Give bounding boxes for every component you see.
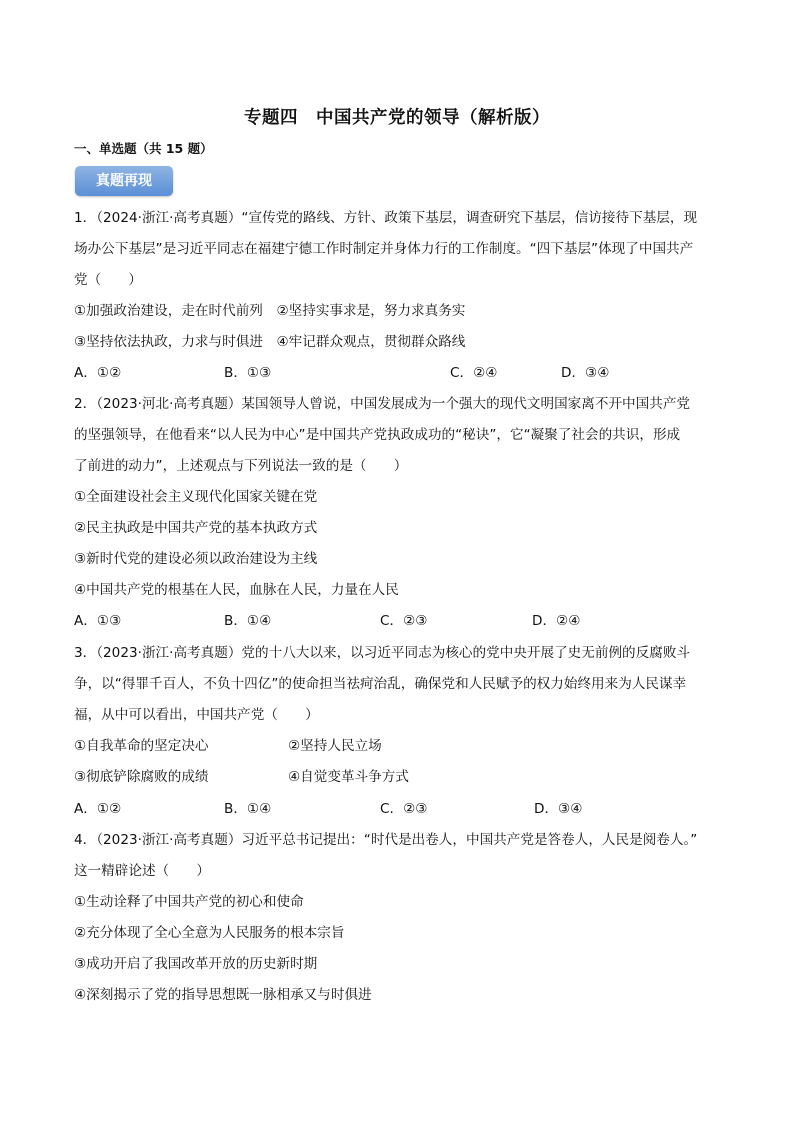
q2-option-a: A．①③ [74, 613, 122, 629]
q1-option-a: A．①② [74, 365, 122, 381]
q1-stem-line-3: 党（ ） [74, 272, 142, 288]
q4-choice-3: ③成功开启了我国改革开放的历史新时期 [74, 956, 318, 972]
q2-choice-4: ④中国共产党的根基在人民，血脉在人民，力量在人民 [74, 582, 399, 598]
q1-stem-line-1: 1．（2024·浙江·高考真题）“宣传党的路线、方针、政策下基层，调查研究下基层，信访接待下基层，现 [74, 210, 698, 226]
q4-choice-2: ②充分体现了全心全意为人民服务的根本宗旨 [74, 925, 345, 941]
q3-choice-2: ②坚持人民立场 [288, 738, 382, 754]
q2-stem-line-1: 2．（2023·河北·高考真题）某国领导人曾说，中国发展成为一个强大的现代文明国家离不开中国共产党 [74, 396, 691, 412]
section-badge: 真题再现 [75, 166, 173, 196]
q1-stem-line-2: 场办公下基层”是习近平同志在福建宁德工作时制定并身体力行的工作制度。“四下基层”体现了中国共产 [74, 241, 694, 257]
q3-stem-line-1: 3．（2023·浙江·高考真题）党的十八大以来，以习近平同志为核心的党中央开展了史无前例的反腐败斗 [74, 645, 691, 661]
q2-stem-line-2: 的坚强领导，在他看来“以人民为中心”是中国共产党执政成功的“秘诀”，它“凝聚了社会的共识，形成 [74, 427, 681, 443]
section-heading: 一、单选题（共 15 题） [74, 141, 213, 156]
q2-option-d: D．②④ [532, 613, 581, 629]
q3-option-a: A．①② [74, 801, 122, 817]
q3-option-c: C．②③ [380, 801, 428, 817]
q3-stem-line-2: 争，以“得罪千百人，不负十四亿”的使命担当祛疴治乱，确保党和人民赋予的权力始终用来为人民谋幸 [74, 676, 687, 692]
q3-stem-line-3: 福，从中可以看出，中国共产党（ ） [74, 707, 319, 723]
q3-choice-1: ①自我革命的坚定决心 [74, 738, 209, 754]
q3-option-b: B．①④ [224, 801, 272, 817]
q1-option-c: C．②④ [450, 365, 498, 381]
q3-option-d: D．③④ [534, 801, 583, 817]
q2-stem-line-3: 了前进的动力”，上述观点与下列说法一致的是（ ） [74, 458, 408, 474]
q3-choice-3: ③彻底铲除腐败的成绩 [74, 769, 209, 785]
page-title: 专题四 中国共产党的领导（解析版） [244, 108, 550, 128]
q4-stem-line-2: 这一精辟论述（ ） [74, 863, 210, 879]
q1-choice-line-2: ③坚持依法执政，力求与时俱进 ④牢记群众观点，贯彻群众路线 [74, 334, 466, 350]
q4-stem-line-1: 4．（2023·浙江·高考真题）习近平总书记提出：“时代是出卷人，中国共产党是答卷人，人民是阅卷人。” [74, 832, 698, 848]
q2-option-c: C．②③ [380, 613, 428, 629]
q2-option-b: B．①④ [224, 613, 272, 629]
q4-choice-1: ①生动诠释了中国共产党的初心和使命 [74, 894, 304, 910]
q3-choice-4: ④自觉变革斗争方式 [288, 769, 409, 785]
q2-choice-3: ③新时代党的建设必须以政治建设为主线 [74, 551, 318, 567]
q1-choice-line-1: ①加强政治建设，走在时代前列 ②坚持实事求是，努力求真务实 [74, 303, 466, 319]
q4-choice-4: ④深刻揭示了党的指导思想既一脉相承又与时俱进 [74, 987, 372, 1003]
q2-choice-2: ②民主执政是中国共产党的基本执政方式 [74, 520, 318, 536]
q1-option-b: B．①③ [224, 365, 272, 381]
q1-option-d: D．③④ [561, 365, 610, 381]
q2-choice-1: ①全面建设社会主义现代化国家关键在党 [74, 489, 318, 505]
